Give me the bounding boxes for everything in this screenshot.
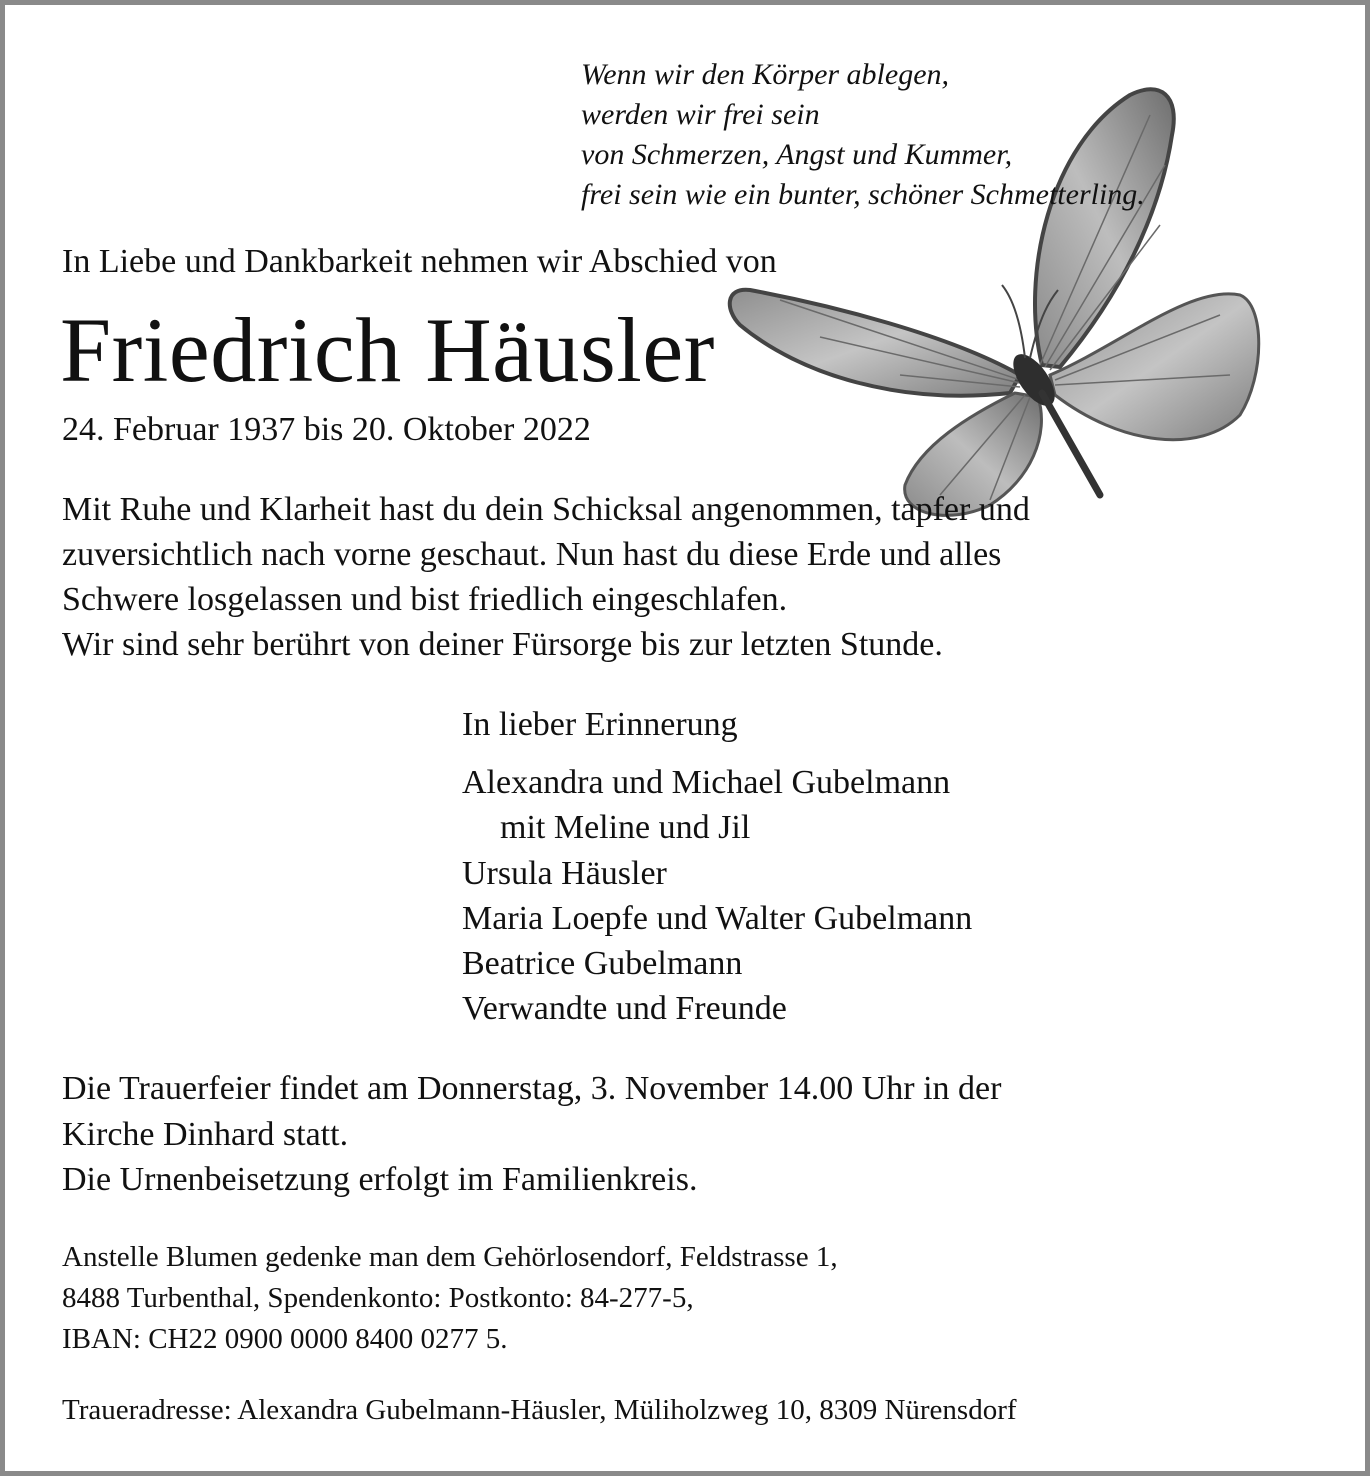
service-line: Kirche Dinhard statt.	[62, 1115, 349, 1153]
life-dates: 24. Februar 1937 bis 20. Oktober 2022	[62, 411, 591, 448]
quote-line: werden wir frei sein	[581, 98, 820, 131]
quote-line: frei sein wie ein bunter, schöner Schmetterling.	[581, 178, 1145, 211]
quote-line: von Schmerzen, Angst und Kummer,	[581, 138, 1013, 171]
donation-line: 8488 Turbenthal, Spendenkonto: Postkonto: 84-277-5,	[62, 1282, 694, 1314]
donation-line: Anstelle Blumen gedenke man dem Gehörlosendorf, Feldstrasse 1,	[62, 1241, 838, 1273]
service-line: Die Urnenbeisetzung erfolgt im Familienkreis.	[62, 1161, 698, 1198]
mourner-entry: Verwandte und Freunde	[462, 990, 787, 1028]
tribute-paragraph	[62, 487, 1030, 667]
paragraph-line: Schwere losgelassen und bist friedlich eingeschlafen.	[62, 581, 788, 618]
mourning-address: Traueradresse: Alexandra Gubelmann-Häusler, Müliholzweg 10, 8309 Nürensdorf	[62, 1394, 1017, 1426]
donation-info	[62, 1237, 838, 1360]
paragraph-line: Wir sind sehr berührt von deiner Fürsorge bis zur letzten Stunde.	[62, 626, 943, 663]
mourner-entry: Alexandra und Michael Gubelmann	[462, 764, 951, 801]
epigraph-quote	[581, 55, 1145, 215]
funeral-service-info	[62, 1066, 1001, 1203]
paragraph-line: zuversichtlich nach vorne geschaut. Nun hast du diese Erde und alles	[62, 536, 1002, 573]
mourner-entry: Ursula Häusler	[462, 854, 667, 892]
mourners-list	[462, 760, 972, 1032]
intro-line: In Liebe und Dankbarkeit nehmen wir Abschied von	[62, 243, 777, 280]
donation-line: IBAN: CH22 0900 0000 8400 0277 5.	[62, 1323, 508, 1355]
mourner-entry: Beatrice Gubelmann	[462, 945, 743, 983]
quote-line: Wenn wir den Körper ablegen,	[581, 58, 950, 91]
memory-label: In lieber Erinnerung	[462, 706, 738, 743]
service-line: Die Trauerfeier findet am Donnerstag, 3. November 14.00 Uhr in der	[62, 1070, 1002, 1107]
paragraph-line: Mit Ruhe und Klarheit hast du dein Schicksal angenommen, tapfer und	[62, 491, 1030, 528]
deceased-name: Friedrich Häusler	[60, 299, 715, 401]
mourner-entry: Maria Loepfe und Walter Gubelmann	[462, 899, 973, 937]
mourner-entry: mit Meline und Jil	[500, 809, 751, 847]
